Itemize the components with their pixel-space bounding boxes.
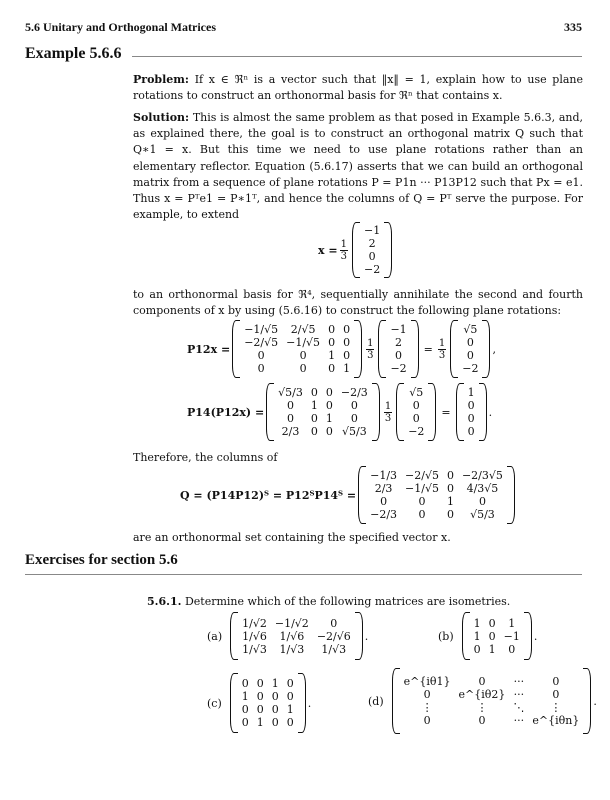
matrix-cell: 0 [256,703,264,716]
matrix-cell: 0 [418,508,426,521]
matrix-cell: 1 [343,362,351,375]
e1-vector [456,383,487,441]
solution-paragraph [133,110,583,223]
p12-matrix [232,320,362,378]
exercises-rule [25,574,582,575]
label-b: (b) [438,629,454,643]
matrix-cell: 0 [310,425,318,438]
matrix-cell: 0 [286,677,294,690]
matrix-cell: 0 [478,675,486,688]
matrix-cell: −2 [462,362,479,375]
matrix-cell: 0 [423,714,431,727]
matrix-cell: 1 [310,399,318,412]
matrix-cell: −2 [408,425,425,438]
matrix-cell: 1/√3 [242,642,267,656]
one-third: $\frac{1}{3}$ [340,238,347,262]
matrix-cell: 0 [467,399,475,412]
p12x-label: P12x = [187,342,231,356]
matrix-cell: 2 [368,237,376,250]
matrix-cell: 0 [257,362,265,375]
section-header: 5.6 Unitary and Orthogonal Matrices [25,20,216,34]
p12-result-vector [450,320,490,378]
matrix-cell: 0 [287,399,295,412]
matrix-cell: 0 [256,690,264,703]
p14-matrix [266,383,380,441]
label-a: (a) [207,629,223,643]
matrix-cell: 0 [395,349,403,362]
one-third: $\frac{1}{3}$ [438,337,446,361]
matrix-cell: 0 [299,349,307,362]
matrix-cell: ··· [513,688,525,701]
matrix-cell: −1/√2 [274,616,309,630]
label-d: (d) [368,694,384,708]
matrix-c [230,673,306,733]
matrix-cell: 1/√6 [242,629,267,643]
matrix-cell: 0 [286,690,294,703]
matrix-cell: 0 [552,688,560,701]
p14-equation: P14(P12x) = √5/3 0 0 −2/3 0 1 0 0 0 0 1 0 2/3 0 0 √5/3 $\frac{1}{3}$ √5 0 0 −2 = 1 0 0 0 . [187,383,492,441]
matrix-cell: 0 [271,716,279,729]
matrix-cell: 0 [328,323,336,336]
matrix-cell: 0 [446,469,454,482]
matrix-cell: 1/√2 [242,616,267,630]
matrix-cell: −1 [363,224,381,237]
matrix-cell: 0 [328,336,336,349]
p12-equation: P12x = −1/√5 2/√5 0 0 −2/√5 −1/√5 0 0 0 0 1 0 0 0 0 1 $\frac{1}{3}$ −1 2 0 −2 = $\frac{1}{3}$ √5 0 0 −2 , [187,320,496,378]
solution-label: Solution: [133,111,190,124]
matrix-cell: 1 [446,495,454,508]
matrix-cell: 2/3 [281,425,300,438]
matrix-cell: 1 [328,349,336,362]
matrix-cell: −2/√5 [244,336,279,349]
matrix-cell: 0 [299,362,307,375]
matrix-cell: √5 [409,386,424,399]
matrix-cell: 0 [488,629,496,643]
matrix-cell: 0 [350,399,358,412]
matrix-cell: 0 [508,642,516,656]
problem-text: If x ∈ ℜⁿ is a vector such that ‖x‖ = 1, explain how to use plane rotations to construct an orthonormal basis for ℜⁿ that contains x. [133,73,583,103]
matrix-cell: −2/√6 [316,629,351,643]
matrix-cell: −2/3√5 [461,469,503,482]
matrix-cell: 0 [423,688,431,701]
mid-paragraph: to an orthonormal basis for ℜ⁴, sequentially annihilate the second and fourth components of x by using (5.6.16) to construct the following plane rotations: [133,288,583,318]
matrix-cell: 0 [467,425,475,438]
solution-text: This is almost the same problem as that posed in Example 5.6.3, and, as explained there, the goal is to construct an orthogonal matrix Q such that Q∗1 = x. But this time we need to use plane rotations rather than an elementary reflector. Equation (5.6.17) asserts that we can build an orthogonal matrix from a sequence of plane rotations P = P1n ··· P13P12 such that Px = e1. Thus x = Pᵀe1 = P∗1ᵀ, and hence the columns of Q = Pᵀ serve the purpose. For example, to extend [133,111,583,222]
matrix-cell: 1/√3 [321,642,347,656]
matrix-cell: 1 [241,690,249,703]
matrix-cell: 0 [473,642,481,656]
matrix-cell: √5/3 [278,386,303,399]
matrix-cell: 1 [488,642,496,656]
matrix-cell: −1/√5 [405,482,439,495]
exercise-number: 5.6.1. [147,595,182,608]
matrix-cell: 2/3 [374,482,393,495]
matrix-cell: −1 [390,323,407,336]
matrix-cell: −1/√5 [286,336,321,349]
matrix-cell: 0 [271,703,279,716]
matrix-cell: 1 [473,616,481,630]
q-label: Q = (P14P12)ᵀ = P12ᵀP14ᵀ = [180,488,357,502]
label-c: (c) [207,696,222,710]
matrix-cell: −2/3 [370,508,398,521]
matrix-cell: −2 [390,362,407,375]
matrix-cell: √5 [463,323,478,336]
exercise-text: Determine which of the following matrices are isometries. [184,595,511,608]
matrix-cell: 0 [325,399,333,412]
matrix-cell: 2/√5 [290,323,316,336]
exercise-b: (b) 1 0 1 1 0 −1 0 1 0 . [438,612,537,660]
matrix-cell: 1 [325,412,333,425]
matrix-cell: √5/3 [341,425,367,438]
matrix-cell: 0 [412,399,420,412]
matrix-cell: 0 [271,690,279,703]
matrix-cell: 0 [350,412,358,425]
therefore-text: Therefore, the columns of [133,451,278,464]
one-third: $\frac{1}{3}$ [367,337,374,361]
matrix-d [392,668,592,734]
matrix-cell: 0 [343,336,351,349]
matrix-cell: 1/√6 [279,629,305,643]
matrix-cell: 0 [328,362,336,375]
matrix-cell: −2/√5 [405,469,439,482]
matrix-cell: 0 [488,616,496,630]
matrix-cell: ⋮ [550,701,562,714]
p14-label: P14(P12x) = [187,405,265,419]
matrix-cell: 0 [343,323,351,336]
matrix-cell: −1/3 [370,469,398,482]
matrix-cell: −2/3 [340,386,368,399]
one-third: $\frac{1}{3}$ [384,400,392,424]
x-eq-label: x = [318,243,338,257]
matrix-cell: 0 [257,349,265,362]
matrix-cell: 1/√3 [279,642,305,656]
matrix-cell: e^{iθ2} [458,688,506,701]
matrix-cell: 0 [241,677,249,690]
matrix-cell: 0 [241,703,249,716]
matrix-cell: ⋱ [513,701,525,714]
exercises-title: Exercises for section 5.6 [25,552,178,568]
matrix-cell: 0 [256,677,264,690]
matrix-cell: 0 [412,412,420,425]
exercise-a: (a) 1/√2 −1/√2 0 1/√6 1/√6 −2/√6 1/√3 1/√3 1/√3 . [207,612,368,660]
matrix-cell: 1 [286,703,294,716]
example-title: Example 5.6.6 [25,45,122,62]
matrix-cell: 1 [256,716,264,729]
x-vector-repeat [378,320,418,378]
matrix-a [230,612,363,660]
q-matrix [358,466,515,524]
matrix-cell: −1 [503,629,520,643]
matrix-cell: 0 [478,495,486,508]
matrix-cell: −2 [363,263,381,276]
exercise-prompt [147,595,510,608]
matrix-cell: 1 [271,677,279,690]
matrix-cell: 0 [478,714,486,727]
matrix-cell: 4/3√5 [466,482,499,495]
page-number: 335 [564,20,582,34]
matrix-cell: 0 [325,425,333,438]
matrix-cell: ··· [513,675,525,688]
matrix-cell: −1/√5 [244,323,279,336]
matrix-cell: 0 [343,349,351,362]
matrix-cell: e^{iθ1} [403,675,451,688]
matrix-cell: e^{iθn} [532,714,580,727]
matrix-cell: ··· [513,714,525,727]
matrix-cell: 0 [467,412,475,425]
matrix-cell: 0 [330,616,338,630]
x-vector [352,222,392,278]
matrix-cell: ⋮ [421,701,433,714]
matrix-cell: 0 [241,716,249,729]
matrix-cell: 0 [325,386,333,399]
p12-result-repeat [396,383,436,441]
matrix-cell: ⋮ [476,701,488,714]
matrix-cell: 0 [287,412,295,425]
matrix-cell: 0 [310,386,318,399]
exercise-c: (c) 0 0 1 0 1 0 0 0 0 0 0 1 0 1 0 0 . [207,673,311,733]
end-text: are an orthonormal set containing the specified vector x. [133,531,451,544]
matrix-cell: 1 [467,386,475,399]
matrix-cell: 2 [395,336,403,349]
running-header [25,20,582,35]
matrix-cell: 0 [466,349,474,362]
x-vector-equation [318,222,394,278]
matrix-cell: 0 [418,495,426,508]
exercise-d: (d) e^{iθ1} 0 ··· 0 0 e^{iθ2} ··· 0 ⋮ ⋮ ⋱ ⋮ 0 0 ··· e^{iθn} . [368,668,597,734]
matrix-cell: 0 [446,482,454,495]
matrix-cell: 0 [368,250,376,263]
matrix-cell: 0 [552,675,560,688]
matrix-cell: 0 [310,412,318,425]
matrix-cell: 1 [473,629,481,643]
matrix-cell: 1 [508,616,516,630]
matrix-cell: 0 [466,336,474,349]
matrix-cell: 0 [380,495,388,508]
problem-label: Problem: [133,73,189,86]
matrix-cell: √5/3 [470,508,495,521]
problem-paragraph [133,72,583,104]
matrix-b [462,612,532,660]
example-rule [132,56,582,57]
matrix-cell: 0 [286,716,294,729]
q-equation [180,466,517,524]
matrix-cell: 0 [446,508,454,521]
